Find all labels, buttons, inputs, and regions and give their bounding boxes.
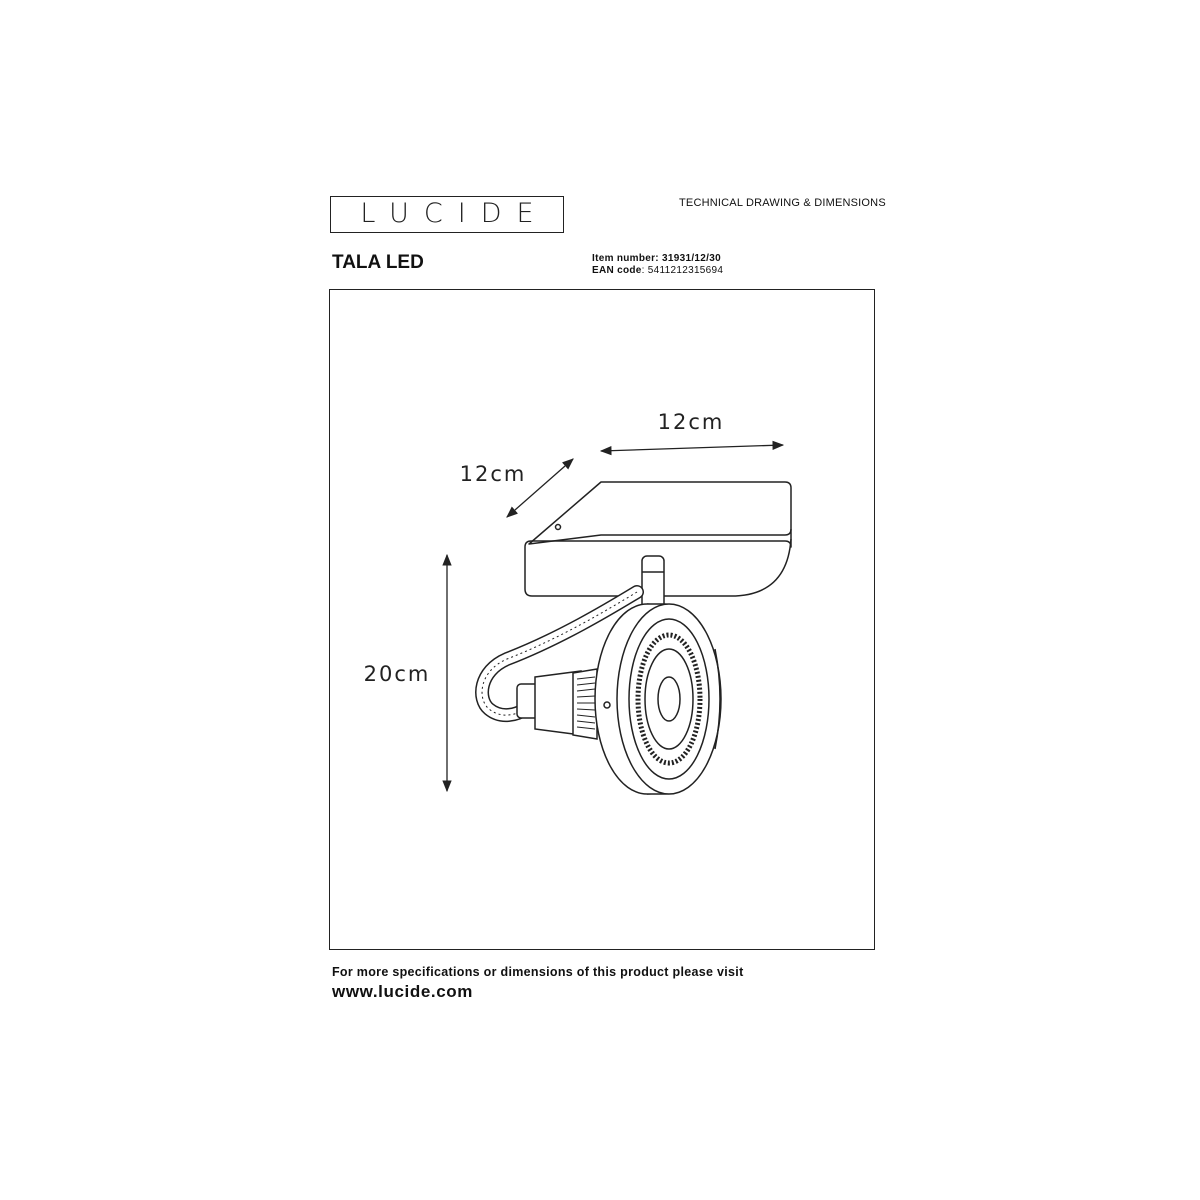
technical-drawing: [329, 289, 875, 950]
height-dimension: [364, 555, 447, 791]
ean-code-label: EAN code: [592, 265, 642, 276]
spot-head: [595, 604, 721, 794]
height-label: 20cm: [363, 662, 431, 686]
item-number-line: [592, 253, 721, 264]
depth-label: 12cm: [459, 462, 527, 486]
item-number-value: 31931/12/30: [662, 253, 721, 264]
width-label: 12cm: [657, 410, 725, 434]
logo-text: LUCIDE: [360, 198, 549, 229]
lamp-connector: [517, 669, 597, 739]
footer-url[interactable]: www.lucide.com: [332, 982, 473, 1001]
footer-note: For more specifications or dimensions of this product please visit: [332, 965, 744, 979]
lucide-logo: [330, 196, 564, 233]
depth-dimension: [460, 459, 573, 517]
ean-code-value: : 5411212315694: [641, 265, 724, 276]
document-type: TECHNICAL DRAWING & DIMENSIONS: [679, 197, 886, 209]
ean-code-line: [592, 265, 723, 276]
product-name: TALA LED: [332, 252, 424, 273]
item-number-label: Item number:: [592, 253, 659, 264]
width-dimension: [601, 410, 783, 451]
